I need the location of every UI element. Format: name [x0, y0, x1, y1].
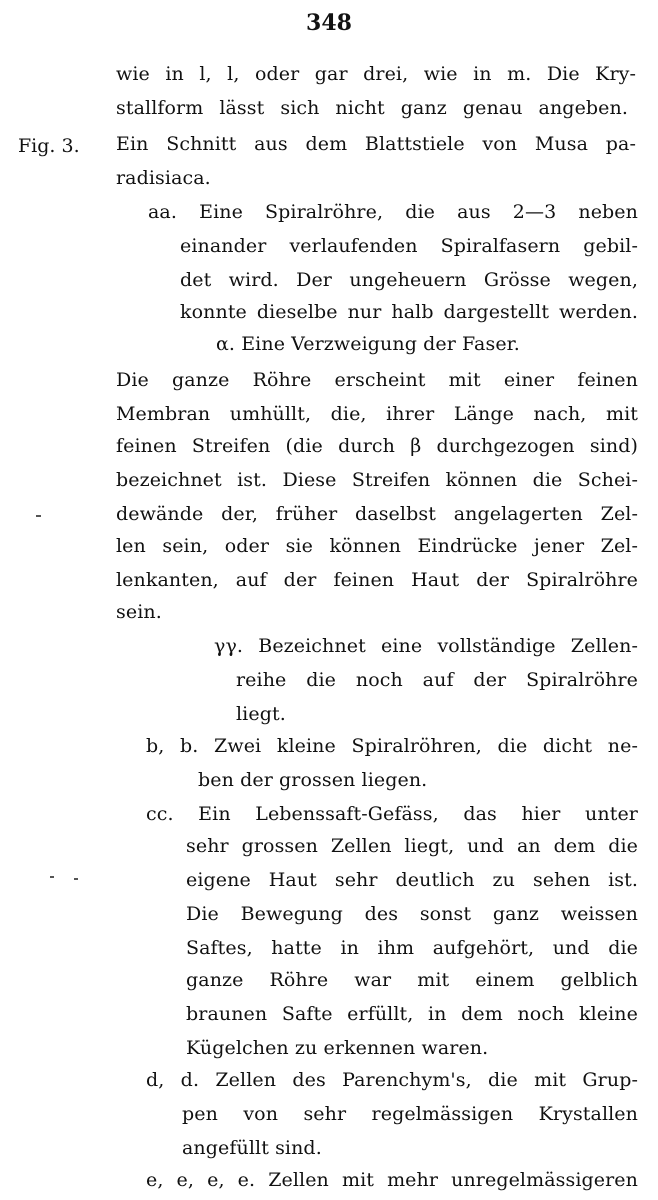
text-line: Saftes, hatte in ihm aufgehört, und die: [186, 937, 638, 959]
text-line: b, b. Zwei kleine Spiralröhren, die dicht ne-: [146, 735, 638, 757]
text-line: d, d. Zellen des Parenchym's, die mit Grup-: [146, 1069, 638, 1091]
text-line: wie in l, l, oder gar drei, wie in m. Die Kry-: [116, 63, 636, 85]
text-line: angefüllt sind.: [182, 1137, 322, 1159]
text-line: sein.: [116, 601, 162, 623]
text-line: Die Bewegung des sonst ganz weissen: [186, 903, 638, 925]
text-line: Die ganze Röhre erscheint mit einer feinen: [116, 369, 638, 391]
text-line: Membran umhüllt, die, ihrer Länge nach, mit: [116, 403, 638, 425]
text-line: e, e, e, e. Zellen mit mehr unregelmässigeren: [146, 1169, 638, 1191]
text-line: γγ. Bezeichnet eine vollständige Zellen-: [214, 635, 638, 657]
text-line: len sein, oder sie können Eindrücke jener Zel-: [116, 535, 638, 557]
margin-speck: [74, 878, 78, 880]
text-line: det wird. Der ungeheuern Grösse wegen,: [180, 269, 638, 291]
text-line: pen von sehr regelmässigen Krystallen: [182, 1103, 638, 1125]
text-line: ben der grossen liegen.: [198, 769, 428, 791]
margin-speck: [50, 876, 54, 878]
text-line: reihe die noch auf der Spiralröhre: [236, 669, 638, 691]
text-line: Ein Schnitt aus dem Blattstiele von Musa pa-: [116, 133, 636, 155]
text-line: dewände der, früher daselbst angelagerten Zel-: [116, 503, 638, 525]
text-line: cc. Ein Lebenssaft-Gefäss, das hier unter: [146, 803, 638, 825]
page-number: 348: [306, 10, 352, 36]
text-line: konnte dieselbe nur halb dargestellt werden.: [180, 301, 638, 323]
text-line: ganze Röhre war mit einem gelblich: [186, 969, 638, 991]
text-line: lenkanten, auf der feinen Haut der Spiralröhre: [116, 569, 638, 591]
text-line: feinen Streifen (die durch β durchgezogen sind): [116, 435, 638, 457]
text-line: radisiaca.: [116, 167, 211, 189]
text-line: Kügelchen zu erkennen waren.: [186, 1037, 489, 1059]
text-line: stallform lässt sich nicht ganz genau angeben.: [116, 97, 628, 119]
text-line: liegt.: [236, 703, 286, 725]
figure-label: Fig. 3.: [18, 135, 80, 157]
text-line: α. Eine Verzweigung der Faser.: [216, 333, 520, 355]
text-line: sehr grossen Zellen liegt, und an dem die: [186, 835, 638, 857]
text-line: aa. Eine Spiralröhre, die aus 2—3 neben: [148, 201, 638, 223]
text-line: einander verlaufenden Spiralfasern gebil-: [180, 235, 638, 257]
text-line: eigene Haut sehr deutlich zu sehen ist.: [186, 869, 638, 891]
text-line: braunen Safte erfüllt, in dem noch kleine: [186, 1003, 638, 1025]
margin-speck: [36, 515, 41, 517]
text-line: bezeichnet ist. Diese Streifen können die Schei-: [116, 469, 638, 491]
